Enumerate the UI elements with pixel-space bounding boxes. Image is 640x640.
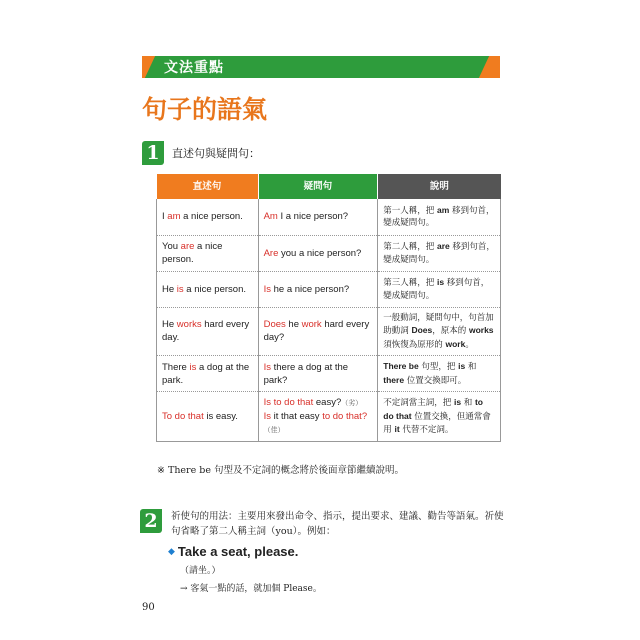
english-term: works (468, 325, 494, 335)
quality-mark: （劣） (341, 400, 363, 407)
question-cell (258, 199, 378, 235)
text-segment: He (162, 283, 177, 295)
english-term: am (436, 204, 450, 215)
text-segment: I (162, 211, 168, 223)
statement-cell (157, 271, 259, 307)
text-segment: 第一人稱，把 (383, 205, 437, 216)
english-term: work (445, 338, 466, 349)
question-line (264, 410, 373, 423)
text-segment: hard every day. (162, 319, 250, 344)
statement-cell (157, 235, 259, 271)
question-cell (258, 392, 378, 442)
text-segment: easy? (313, 397, 342, 408)
text-segment: 位置交換即可。 (404, 375, 467, 386)
highlight-word: Is (263, 361, 271, 373)
section-number-badge-2: 2 (140, 509, 162, 533)
highlight-word: Am (263, 211, 278, 223)
example-text: Take a seat, please. (177, 544, 299, 559)
text-segment: 位置交換，但通常會用 (383, 411, 491, 436)
text-segment: a nice person. (162, 241, 223, 265)
text-segment: he a nice person? (270, 283, 350, 295)
statement-cell (157, 199, 259, 235)
page-number: 90 (142, 602, 155, 613)
text-segment: 第二人稱，把 (383, 242, 437, 252)
text-segment: hard every day? (263, 319, 370, 344)
text-segment: 代替不定詞。 (399, 425, 454, 436)
table-row (157, 392, 501, 442)
example-tip: → 客氣一點的話，就加個 Please。 (180, 584, 322, 594)
explanation-cell (378, 199, 501, 235)
text-segment: he (285, 319, 302, 331)
table-row (157, 307, 501, 356)
text-segment: There (162, 361, 190, 373)
example-translation: （請坐。） (180, 566, 221, 576)
section-intro: 直述句與疑問句： (172, 147, 260, 160)
question-cell (258, 235, 378, 271)
text-segment: 句型，把 (418, 362, 459, 372)
question-line (264, 396, 373, 410)
quality-mark: （佳） (263, 427, 285, 434)
text-segment: ，原本的 (432, 326, 469, 336)
text-segment: I a nice person? (277, 211, 349, 223)
text-segment: 移到句首，變成疑問句。 (383, 278, 490, 301)
explanation-cell (378, 392, 501, 442)
statement-cell (157, 307, 259, 356)
text-segment: you a nice person? (278, 247, 362, 259)
section-banner (142, 56, 500, 78)
highlight-word: Is (263, 411, 271, 422)
header-question: 疑問句 (258, 174, 378, 199)
highlight-word: work (301, 319, 322, 331)
question-cell (258, 356, 378, 392)
highlight-word: works (176, 319, 202, 331)
banner-left-stripe (142, 56, 155, 78)
english-term: are (436, 241, 450, 251)
text-segment: 移到句首，變成疑問句。 (383, 242, 495, 265)
text-segment: 和 (461, 398, 475, 409)
english-term: is (436, 277, 445, 287)
header-statement: 直述句 (157, 174, 259, 199)
highlight-word: Are (263, 247, 279, 259)
statement-cell (157, 392, 259, 442)
question-line (264, 423, 373, 437)
explanation-cell (378, 271, 501, 307)
text-segment: 。 (465, 339, 474, 350)
question-cell (258, 271, 378, 307)
banner-right-stripe (479, 56, 500, 78)
text-segment: 須恢復為原形的 (383, 339, 446, 350)
example-sentence (168, 544, 298, 559)
imperative-explanation: 祈使句的用法：主要用來發出命令、指示，提出要求、建議、勸告等語氣。祈使句省略了第二人稱主詞（you）。例如： (171, 511, 504, 537)
explanation-cell (378, 235, 501, 271)
header-explanation: 說明 (378, 174, 501, 199)
english-term: is (453, 397, 462, 408)
highlight-word: Is (263, 397, 271, 408)
explanation-cell (378, 307, 501, 356)
highlight-word: is (189, 361, 197, 373)
highlight-word: am (167, 211, 181, 223)
text-segment: 移到句首，變成疑問句。 (383, 205, 495, 229)
table-row (157, 199, 501, 235)
english-term: it (394, 424, 400, 435)
explanation-cell (378, 356, 501, 392)
text-segment: 和 (465, 362, 477, 372)
question-cell (258, 307, 378, 356)
text-segment: is easy. (203, 411, 238, 422)
statement-cell (157, 356, 259, 392)
grammar-table (156, 174, 501, 442)
english-term: There be (383, 361, 419, 371)
footnote: ※ There be 句型及不定詞的概念將於後面章節繼續說明。 (157, 465, 404, 476)
highlight-word: are (180, 241, 195, 252)
text-segment: a dog at the park. (162, 361, 250, 386)
text-segment: You (162, 241, 181, 252)
table-row (157, 235, 501, 271)
text-segment: He (162, 319, 177, 331)
section-number-badge: 1 (142, 141, 164, 165)
highlight-word: Does (263, 319, 286, 331)
text-segment: a nice person. (180, 211, 243, 223)
table-row (157, 271, 501, 307)
english-term: to do that (383, 397, 483, 421)
text-segment: a nice person. (183, 283, 246, 295)
english-term: Does (411, 325, 433, 335)
text-segment: 不定詞當主詞，把 (383, 398, 454, 409)
highlight-word: to do that? (322, 411, 368, 422)
chapter-title: 句子的語氣 (142, 95, 268, 124)
text-segment: 第三人稱，把 (383, 278, 437, 288)
highlight-word: To do that (162, 411, 204, 422)
table-header-row (157, 174, 501, 199)
highlight-word: Is (263, 283, 271, 295)
text-segment: 一般動詞，疑問句中，句首加助動詞 (383, 312, 494, 336)
english-term: there (383, 374, 405, 385)
banner-title: 文法重點 (164, 59, 224, 75)
english-term: is (458, 361, 466, 371)
text-segment: it that easy (270, 411, 323, 422)
highlight-word: is (176, 283, 184, 295)
table-body (157, 199, 501, 442)
table-row (157, 356, 501, 392)
text-segment: there a dog at the park? (263, 361, 349, 386)
highlight-word: to do that (273, 397, 314, 408)
diamond-bullet-icon: ◆ (168, 546, 175, 556)
